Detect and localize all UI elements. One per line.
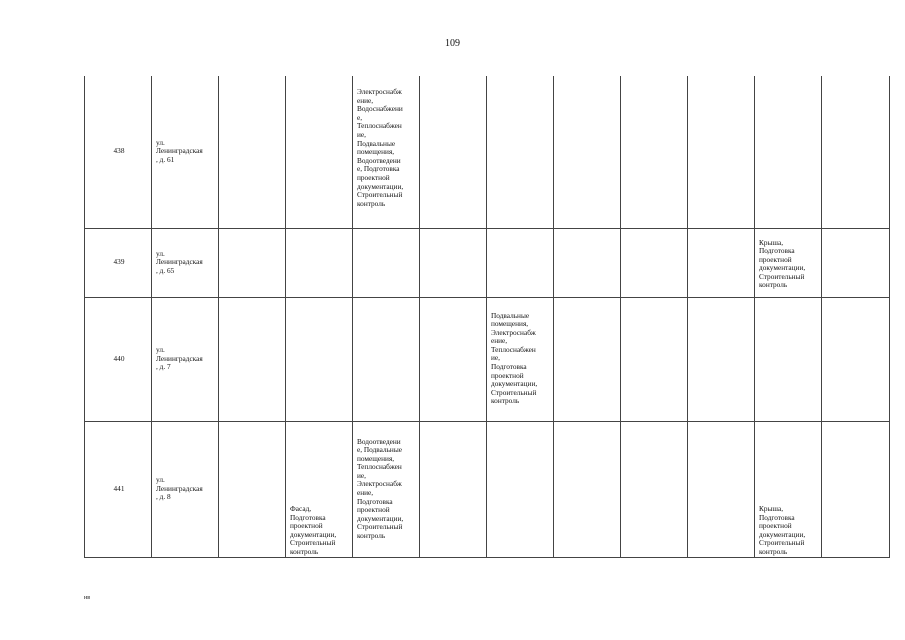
empty-cell — [822, 76, 890, 228]
empty-cell — [621, 228, 688, 297]
footer-mark: нв — [84, 595, 91, 601]
work-types-cell: Электроснабж ение, Водоснабжени е, Теплоснабжен ие, Подвальные помещения, Водоотведени е, Подготовка проектной документации, Строительный контроль — [353, 76, 420, 228]
work-types-cell: Крыша, Подготовка проектной документации, Строительный контроль — [755, 421, 822, 557]
empty-cell — [286, 76, 353, 228]
empty-cell — [219, 421, 286, 557]
empty-cell — [755, 297, 822, 421]
empty-cell — [822, 297, 890, 421]
table-row — [85, 421, 890, 557]
empty-cell — [621, 421, 688, 557]
work-types-cell: Подвальные помещения, Электроснабж ение, Теплоснабжен ие, Подготовка проектной документации, Строительный контроль — [487, 297, 554, 421]
empty-cell — [420, 421, 487, 557]
table-row — [85, 297, 890, 421]
table-row — [85, 76, 890, 228]
empty-cell — [688, 297, 755, 421]
work-types-cell: Водоотведени е, Подвальные помещения, Теплоснабжен ие, Электроснабж ение, Подготовка проектной документации, Строительный контроль — [353, 421, 420, 557]
empty-cell — [487, 76, 554, 228]
row-number: 439 — [85, 228, 152, 297]
row-address: ул. Ленинградская , д. 7 — [152, 297, 219, 421]
empty-cell — [688, 228, 755, 297]
empty-cell — [554, 76, 621, 228]
empty-cell — [688, 76, 755, 228]
empty-cell — [420, 228, 487, 297]
row-address: ул. Ленинградская , д. 65 — [152, 228, 219, 297]
work-types-cell: Фасад, Подготовка проектной документации, Строительный контроль — [286, 421, 353, 557]
empty-cell — [621, 76, 688, 228]
empty-cell — [219, 228, 286, 297]
empty-cell — [353, 297, 420, 421]
empty-cell — [420, 297, 487, 421]
empty-cell — [822, 228, 890, 297]
row-address: ул. Ленинградская , д. 61 — [152, 76, 219, 228]
empty-cell — [822, 421, 890, 557]
empty-cell — [420, 76, 487, 228]
empty-cell — [353, 228, 420, 297]
empty-cell — [554, 297, 621, 421]
page-number: 109 — [445, 38, 460, 49]
empty-cell — [621, 297, 688, 421]
empty-cell — [219, 297, 286, 421]
empty-cell — [554, 421, 621, 557]
empty-cell — [286, 297, 353, 421]
row-number: 438 — [85, 76, 152, 228]
row-number: 440 — [85, 297, 152, 421]
empty-cell — [487, 421, 554, 557]
row-address: ул. Ленинградская , д. 8 — [152, 421, 219, 557]
empty-cell — [487, 228, 554, 297]
works-table — [84, 76, 890, 558]
empty-cell — [219, 76, 286, 228]
empty-cell — [688, 421, 755, 557]
table-row — [85, 228, 890, 297]
empty-cell — [755, 76, 822, 228]
empty-cell — [554, 228, 621, 297]
work-types-cell: Крыша, Подготовка проектной документации, Строительный контроль — [755, 228, 822, 297]
empty-cell — [286, 228, 353, 297]
row-number: 441 — [85, 421, 152, 557]
